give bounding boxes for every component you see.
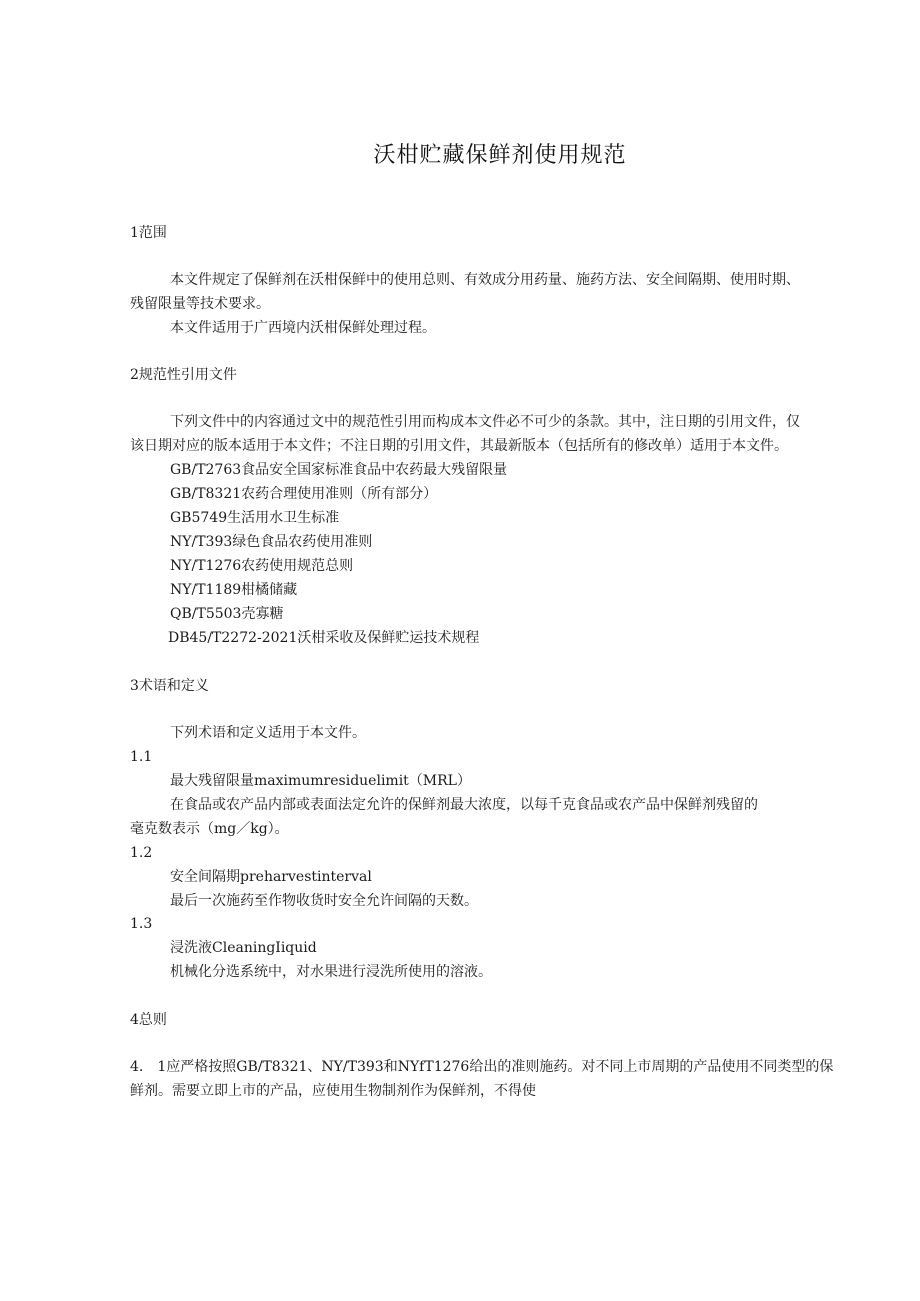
paragraph-line: 残留限量等技术要求。 <box>130 296 270 312</box>
paragraph-line: 下列术语和定义适用于本文件。 <box>170 725 366 741</box>
section-heading-references: 2规范性引用文件 <box>130 367 237 383</box>
term-definition: 最后一次施药至作物收货时安全允许间隔的天数。 <box>170 893 478 909</box>
term-definition: 机械化分选系统中，对水果进行浸洗所使用的溶液。 <box>170 964 492 980</box>
reference-item: GB/T8321农药合理使用准则（所有部分） <box>170 486 438 502</box>
reference-item: DB45/T2272-2021沃柑采收及保鲜贮运技术规程 <box>168 630 480 646</box>
term-definition: 毫克数表示（mg／kg）。 <box>130 821 289 837</box>
term-definition: 在食品或农产品内部或表面法定允许的保鲜剂最大浓度，以每千克食品或农产品中保鲜剂残留的 <box>170 797 758 813</box>
paragraph-line: 4. 1应严格按照GB/T8321、NY/T393和NYfT1276给出的准则施药。对不同上市周期的产品使用不同类型的保 <box>130 1059 834 1075</box>
term-name: 最大残留限量maximumresiduelimit（MRL） <box>170 773 471 789</box>
reference-item: NY/T393绿色食品农药使用准则 <box>170 534 373 550</box>
reference-item: GB5749生活用水卫生标准 <box>170 510 340 526</box>
term-name: 浸洗液CleaningIiquid <box>170 940 317 956</box>
section-heading-general: 4总则 <box>130 1012 167 1028</box>
paragraph-line: 本文件规定了保鲜剂在沃柑保鲜中的使用总则、有效成分用药量、施药方法、安全间隔期、使用时期、 <box>170 272 800 288</box>
section-heading-terms: 3术语和定义 <box>130 678 209 694</box>
term-number: 1.2 <box>130 845 153 861</box>
section-heading-scope: 1范围 <box>130 225 167 241</box>
paragraph-line: 本文件适用于广西境内沃柑保鲜处理过程。 <box>170 320 436 336</box>
term-name: 安全间隔期preharvestinterval <box>170 869 372 885</box>
paragraph-line: 下列文件中的内容通过文中的规范性引用而构成本文件必不可少的条款。其中，注日期的引用文件，仅 <box>170 414 800 430</box>
reference-item: QB/T5503壳寡糖 <box>170 606 284 622</box>
document-title: 沃柑贮藏保鲜剂使用规范 <box>373 143 627 168</box>
reference-item: NY/T1189柑橘储藏 <box>170 582 298 598</box>
term-number: 1.1 <box>130 749 153 765</box>
reference-item: GB/T2763食品安全国家标准食品中农药最大残留限量 <box>170 462 508 478</box>
paragraph-line: 该日期对应的版本适用于本文件；不注日期的引用文件，其最新版本（包括所有的修改单）适用于本文件。 <box>130 438 788 454</box>
paragraph-line: 鲜剂。需要立即上市的产品，应使用生物制剂作为保鲜剂，不得使 <box>130 1083 536 1099</box>
reference-item: NY/T1276农药使用规范总则 <box>170 558 354 574</box>
term-number: 1.3 <box>130 916 153 932</box>
